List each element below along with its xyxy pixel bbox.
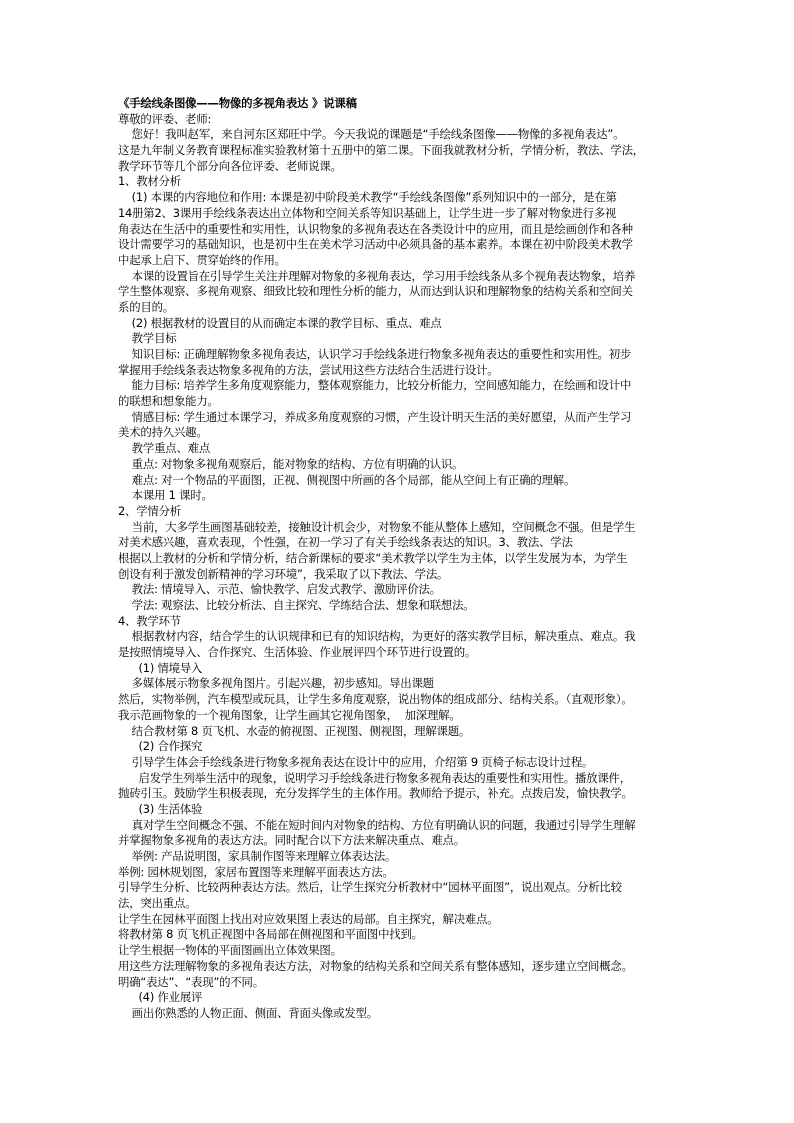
text-line: 真对学生空间概念不强、不能在短时间内对物象的结构、方位有明确认识的问题，我通过引导学生理解 [118, 817, 636, 832]
text-line: 用这些方法理解物象的多视角表达方法，对物象的结构关系和空间关系有整体感知，逐步建立空间概念。 [118, 958, 633, 973]
text-line: 知识目标: 正确理解物象多视角表达，认识学习手绘线条进行物象多视角表达的重要性和实用性。初步 [118, 347, 632, 361]
text-line: 尊敬的评委、老师: [118, 111, 212, 126]
text-line: (4) 作业展评 [118, 990, 203, 1005]
text-line: 学生整体观察、多视角观察、细致比较和理性分析的能力，从而达到认识和理解物象的结构关系和空间关 [118, 284, 633, 299]
text-line: 角表达在生活中的重要性和实用性，认识物象的多视角表达在各类设计中的应用，而且是绘画创作和各种 [118, 221, 633, 236]
text-line: 重点: 对物象多视角观察后，能对物象的结构、方位有明确的认识。 [118, 456, 464, 471]
text-line: 2、学情分析 [118, 503, 182, 518]
text-line: 画出你熟悉的人物正面、侧面、背面头像或发型。 [118, 1005, 378, 1020]
text-line: 当前，大多学生画图基础较差，接触设计机会少，对物象不能从整体上感知，空间概念不强。但是学生 [118, 519, 636, 534]
text-line: 这是九年制义务教育课程标准实验教材第十五册中的第二课。下面我就教材分析，学情分析，教法、学法， [118, 143, 644, 158]
text-line: 学法: 观察法、比较分析法、自主探究、学练结合法、想象和联想法。 [118, 598, 475, 612]
text-line: 让学生在园林平面图上找出对应效果图上表达的局部。自主探究，解决难点。 [118, 911, 499, 926]
text-line: 举例: 产品说明图，家具制作图等来理解立体表达法。 [118, 849, 397, 863]
text-line: 教法: 情境导入、示范、愉快教学、启发式教学、激励评价法。 [118, 582, 441, 597]
text-line: 教学环节等几个部分向各位评委、老师说课。 [118, 158, 342, 173]
text-line: 启发学生列举生活中的现象，说明学习手绘线条进行物象多视角表达的重要性和实用性。播放课件， [118, 770, 631, 785]
text-line: 教学重点、难点 [118, 441, 211, 456]
text-line: 本课用 1 课时。 [118, 488, 213, 503]
text-line: 能力目标: 培养学生多角度观察能力，整体观察能力，比较分析能力，空间感知能力，在绘画和设计中 [118, 378, 632, 393]
text-line: 根据以上教材的分析和学情分析，结合新课标的要求“美术教学以学生为主体，以学生发展为本，为学生 [118, 550, 628, 565]
text-line: (1) 情境导入 [118, 660, 203, 675]
text-line: (2) 根据教材的设置目的从而确定本课的教学目标、重点、难点 [118, 315, 442, 330]
text-line: 抛砖引玉。鼓励学生积极表现，充分发挥学生的主体作用。教师给予提示，补充。点拨启发，愉快教学。 [118, 786, 633, 801]
text-line: 系的目的。 [118, 299, 174, 314]
text-line: 引导学生分析、比较两种表达方法。然后，让学生探究分析教材中“园林平面图”，说出观点。分析比较 [118, 880, 622, 895]
text-line: 教学目标 [118, 331, 177, 346]
text-line: 并掌握物象多视角的表达方法。同时配合以下方法来解决重点、难点。 [118, 833, 465, 848]
text-line: 本课的设置旨在引导学生关注并理解对物象的多视角表达，学习用手绘线条从多个视角表达物象，培养 [118, 268, 636, 283]
text-line: 将教材第 8 页飞机正视图中各局部在侧视图和平面图中找到。 [118, 927, 423, 942]
text-line: 美术的持久兴趣。 [118, 425, 208, 440]
text-line: 创设有利于激发创新精神的学习环境”，我采取了以下教法、学法。 [118, 566, 449, 581]
text-line: 您好！我叫赵军，来自河东区郑旺中学。今天我说的课题是“手绘线条图像——物像的多视角表达”。 [118, 127, 625, 142]
text-line: 难点: 对一个物品的平面图，正视、侧视图中所画的各个局部，能从空间上有正确的理解。 [118, 472, 576, 487]
text-line: 中起承上启下、贯穿始终的作用。 [118, 252, 286, 267]
text-line: 结合教材第 8 页飞机、水壶的俯视图、正视图、侧视图，理解课题。 [118, 723, 471, 738]
text-line: 情感目标: 学生通过本课学习，养成多角度观察的习惯，产生设计明天生活的美好愿望，从而产生学习 [118, 409, 632, 424]
text-line: (2) 合作探究 [118, 739, 203, 754]
text-line: 对美术感兴趣，喜欢表现，个性强，在初一学习了有关手绘线条表达的知识。3、教法、学法 [118, 535, 573, 550]
text-line: 然后，实物举例，汽车模型或玩具，让学生多角度观察，说出物体的组成部分、结构关系。（直观形象）。 [118, 692, 633, 707]
text-line: 掌握用手绘线条表达物象多视角的方法，尝试用这些方法结合生活进行设计。 [118, 362, 499, 377]
text-line: 是按照情境导入、合作探究、生活体验、作业展评四个环节进行设置的。 [118, 645, 477, 660]
text-line: (1) 本课的内容地位和作用: 本课是初中阶段美术教学“手绘线条图像”系列知识中的一部分，是在第 [118, 190, 617, 205]
text-line: (3) 生活体验 [118, 801, 203, 816]
text-line: 4、教学环节 [118, 613, 182, 628]
text-line: 14册第2、3课用手绘线条表达出立体物和空间关系等知识基础上，让学生进一步了解对物象进行多视 [118, 205, 617, 220]
text-line: 多媒体展示物象多视角图片。引起兴趣，初步感知。导出课题 [118, 676, 434, 691]
text-line: 明确“表达”、“表现”的不同。 [118, 974, 264, 989]
text-line: 我示范画物象的一个视角图象，让学生画其它视角图象， 加深理解。 [118, 707, 461, 722]
text-line: 设计需要学习的基础知识，也是初中生在美术学习活动中必须具备的基本素养。本课在初中阶段美术教学 [118, 237, 633, 252]
text-line: 举例: 园林规划图，家居布置图等来理解平面表达方法。 [118, 864, 394, 879]
text-line: 法，突出重点。 [118, 896, 197, 911]
document-body [118, 96, 682, 1022]
text-line: 的联想和想象能力。 [118, 394, 219, 409]
text-line: 1、教材分析 [118, 174, 182, 189]
text-line: 让学生根据一物体的平面图画出立体效果图。 [118, 943, 342, 958]
document-title: 《手绘线条图像——物像的多视角表达 》说课稿 [118, 96, 357, 110]
text-line: 根据教材内容，结合学生的认识规律和已有的知识结构，为更好的落实教学目标，解决重点、难点。我 [118, 629, 636, 644]
text-line: 引导学生体会手绘线条进行物象多视角表达在设计中的应用，介绍第 9 页椅子标志设计过程。 [118, 754, 594, 769]
